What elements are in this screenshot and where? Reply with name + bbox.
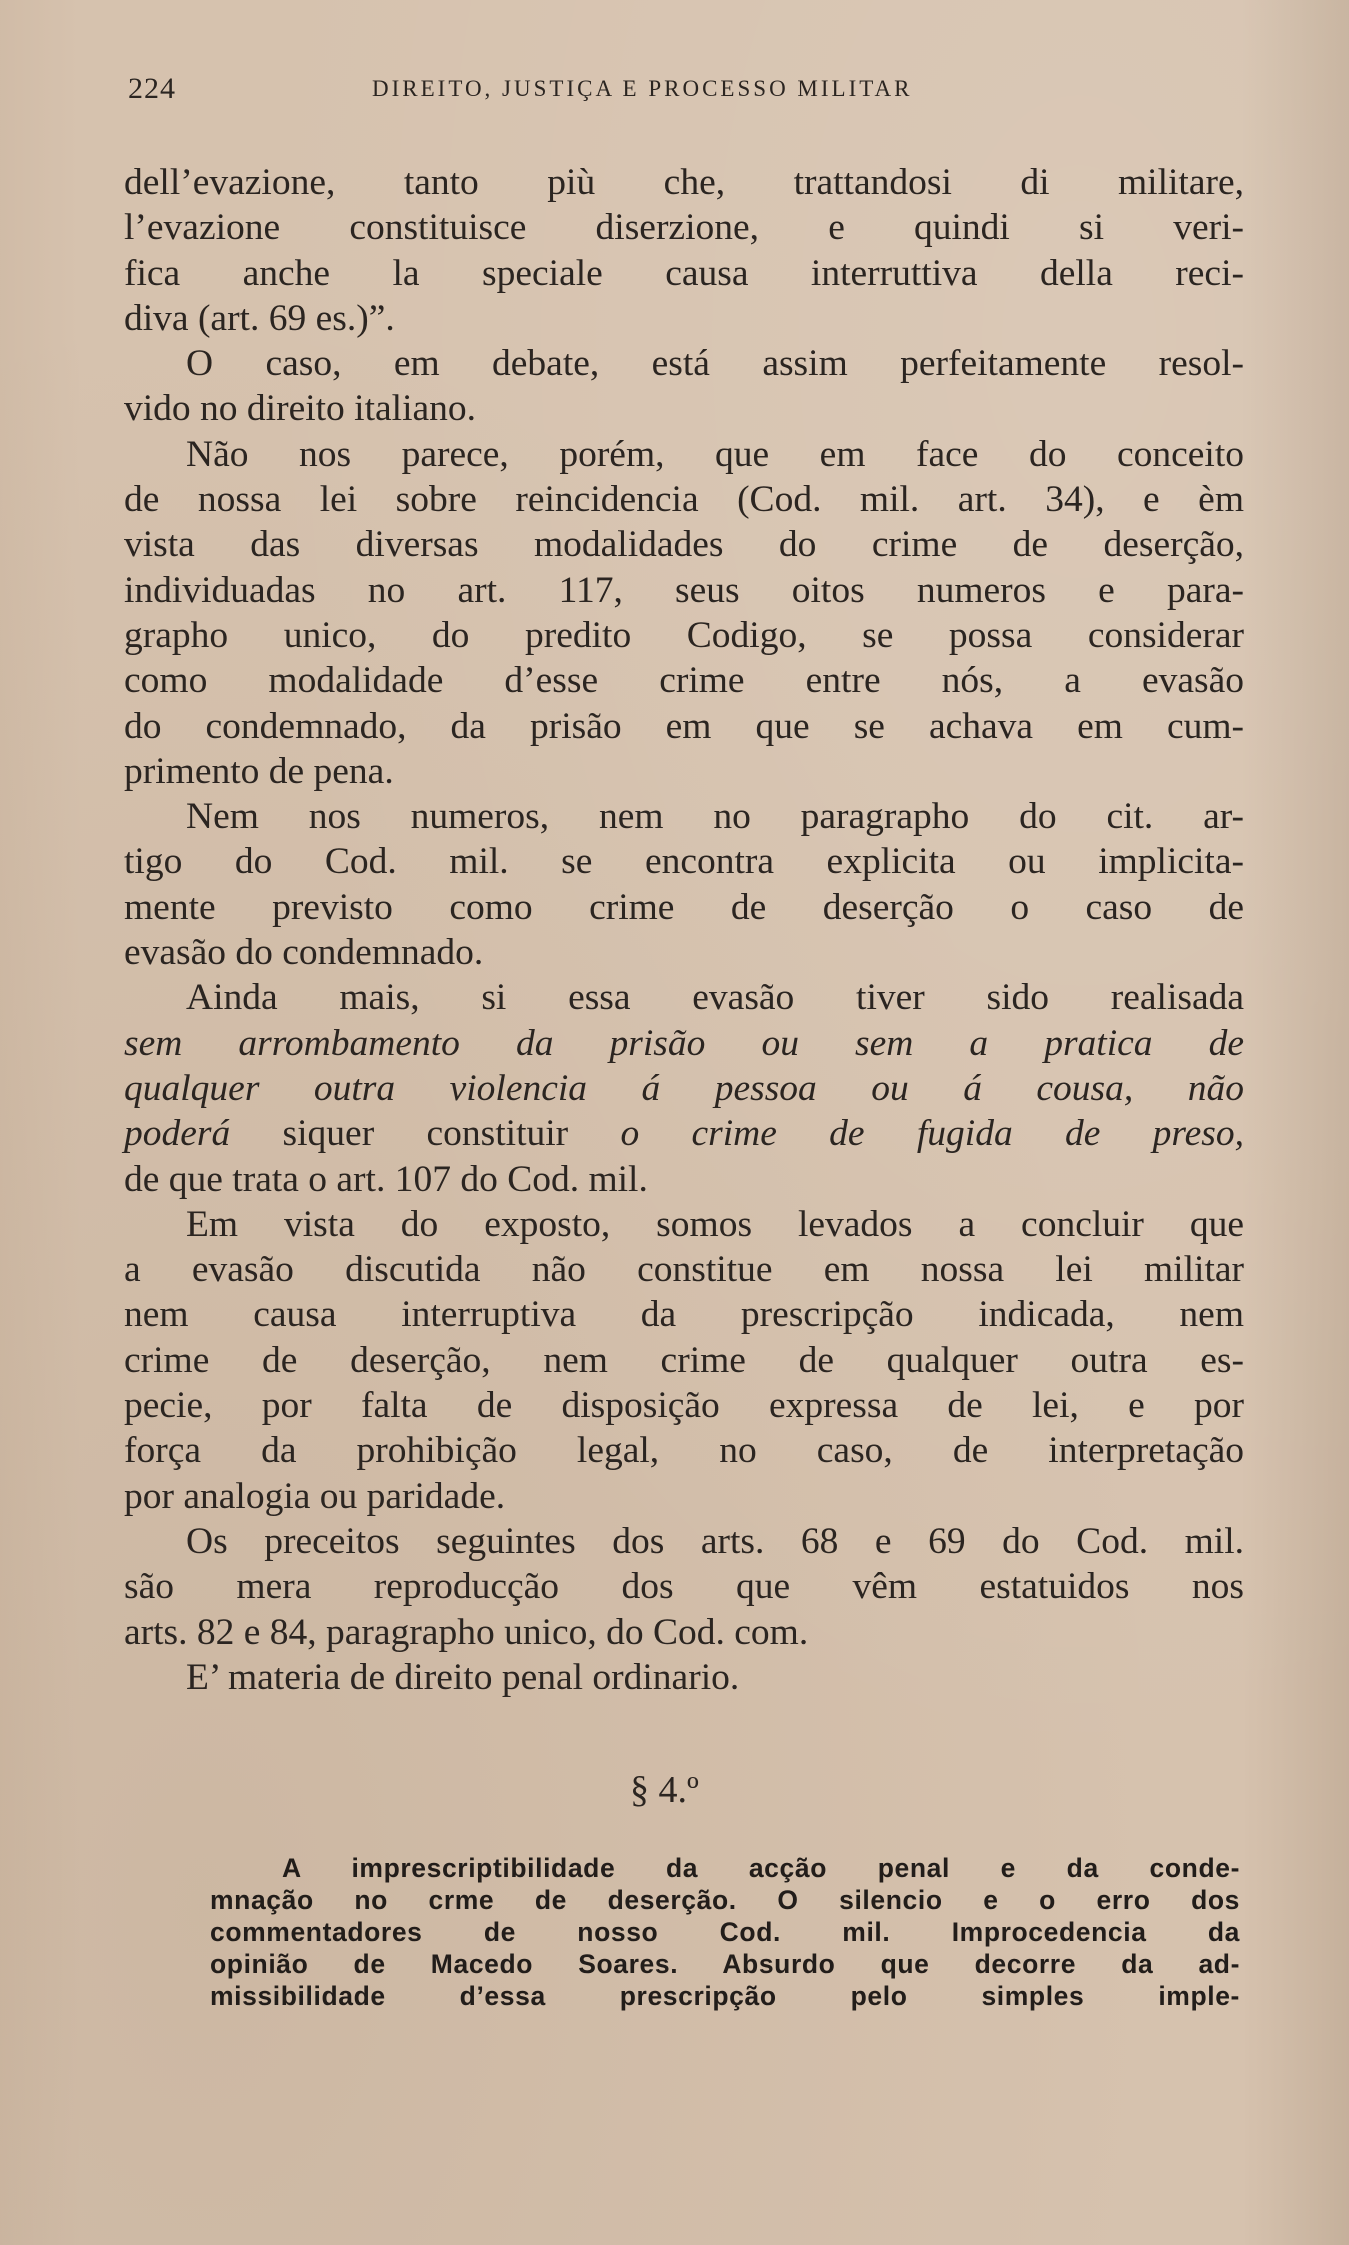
- running-title: DIREITO, JUSTIÇA E PROCESSO MILITAR: [372, 76, 913, 101]
- text-line: mente previsto como crime de deserção o caso de: [124, 886, 1244, 928]
- summary-line: commentadores de nosso Cod. mil. Improcedencia da: [210, 1917, 1240, 1947]
- text-line: tigo do Cod. mil. se encontra explicita ou implicita-: [124, 841, 1244, 883]
- text-line: O caso, em debate, está assim perfeitamente resol-: [186, 343, 1244, 385]
- text-line: vista das diversas modalidades do crime de deserção,: [124, 524, 1244, 566]
- text-line-italic: qualquer outra violencia á pessoa ou á cousa, não: [124, 1067, 1244, 1109]
- paragraph: [124, 975, 1244, 1201]
- text-line: crime de deserção, nem crime de qualquer outra es-: [124, 1339, 1244, 1381]
- paragraph: [124, 1655, 1244, 1700]
- paragraph: [124, 341, 1244, 432]
- paragraph: [124, 1202, 1244, 1519]
- text-line: individuadas no art. 117, seus oitos numeros e para-: [124, 569, 1244, 611]
- section-summary: [210, 1852, 1240, 2012]
- text-line: como modalidade d’esse crime entre nós, a evasão: [124, 660, 1244, 702]
- text-line: Os preceitos seguintes dos arts. 68 e 69 do Cod. mil.: [186, 1520, 1244, 1562]
- text-line: de nossa lei sobre reincidencia (Cod. mil. art. 34), e èm: [124, 479, 1244, 521]
- text-line: do condemnado, da prisão em que se achava em cum-: [124, 705, 1244, 747]
- text-line: arts. 82 e 84, paragrapho unico, do Cod. com.: [124, 1611, 809, 1653]
- summary-line: A imprescriptibilidade da acção penal e da conde-: [282, 1853, 1240, 1883]
- italic-span: poderá: [124, 1113, 231, 1155]
- text-line-mixed: [124, 1111, 1244, 1156]
- italic-span: o crime de fugida de preso,: [620, 1113, 1244, 1155]
- text-line-italic: sem arrombamento da prisão ou sem a pratica de: [124, 1022, 1244, 1064]
- summary-line: mnação no crme de deserção. O silencio e o erro dos: [210, 1885, 1240, 1915]
- paragraph: [124, 432, 1244, 794]
- text-line: nem causa interruptiva da prescripção indicada, nem: [124, 1294, 1244, 1336]
- text-line: l’evazione constituisce diserzione, e quindi si veri-: [124, 207, 1244, 249]
- text-line: primento de pena.: [124, 750, 394, 792]
- text-line: de que trata o art. 107 do Cod. mil.: [124, 1158, 648, 1200]
- page-number: 224: [128, 72, 176, 105]
- text-line: são mera reproducção dos que vêm estatuidos nos: [124, 1566, 1244, 1608]
- paragraph: [124, 1519, 1244, 1655]
- text-line: Não nos parece, porém, que em face do conceito: [186, 433, 1244, 475]
- body-text: [124, 160, 1244, 1700]
- text-line: evasão do condemnado.: [124, 932, 484, 974]
- text-line: dell’evazione, tanto più che, trattandosi di militare,: [124, 162, 1244, 203]
- summary-line: missibilidade d’essa prescripção pelo simples imple-: [210, 1981, 1240, 2011]
- text-line: força da prohibição legal, no caso, de interpretação: [124, 1430, 1244, 1472]
- text-line: a evasão discutida não constitue em nossa lei militar: [124, 1249, 1244, 1291]
- running-header: [122, 72, 1242, 112]
- text-line: pecie, por falta de disposição expressa de lei, e por: [124, 1385, 1244, 1427]
- text-line: Nem nos numeros, nem no paragrapho do cit. ar-: [186, 796, 1244, 838]
- text-line: E’ materia de direito penal ordinario.: [186, 1656, 740, 1698]
- text-line: grapho unico, do predito Codigo, se possa considerar: [124, 614, 1244, 656]
- text-line: Ainda mais, si essa evasão tiver sido realisada: [186, 977, 1244, 1019]
- text-line: fica anche la speciale causa interruttiva della reci-: [124, 252, 1244, 294]
- text-line: por analogia ou paridade.: [124, 1475, 506, 1517]
- text-line: vido no direito italiano.: [124, 388, 477, 430]
- summary-line: opinião de Macedo Soares. Absurdo que decorre da ad-: [210, 1949, 1240, 1979]
- section-heading: § 4.º: [630, 1769, 699, 1811]
- paragraph: [124, 160, 1244, 341]
- roman-span: siquer constituir: [230, 1113, 621, 1155]
- paragraph: [124, 794, 1244, 975]
- text-line: Em vista do exposto, somos levados a concluir que: [186, 1203, 1244, 1245]
- text-line: diva (art. 69 es.)”.: [124, 297, 395, 339]
